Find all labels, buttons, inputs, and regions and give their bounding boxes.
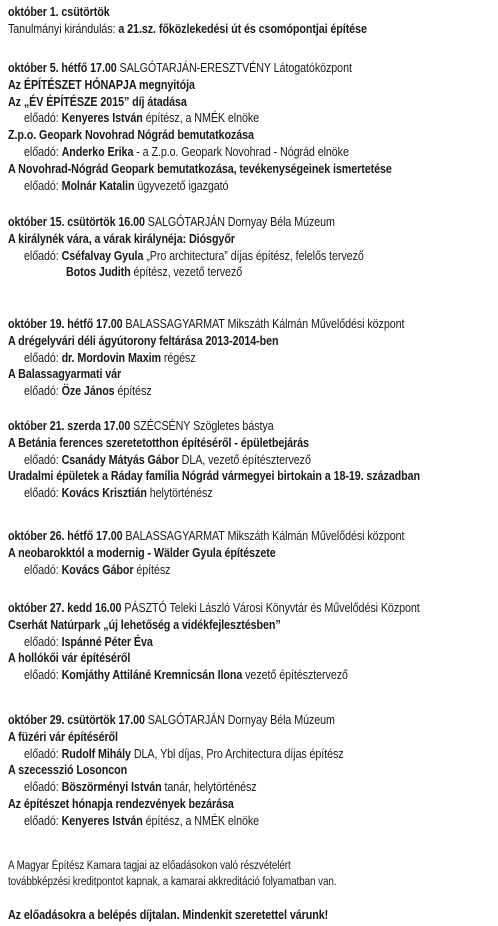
bold-text: október 21. szerda 17.00 [8, 419, 131, 433]
plain-text: SALGÓTARJÁN-ERESZTVÉNY Látogatóközpont [116, 61, 352, 75]
plain-text: SALGÓTARJÁN Dornyay Béla Múzeum [144, 713, 335, 727]
bold-text: október 29. csütörtök 17.00 [8, 713, 145, 727]
plain-text: előadó: [24, 452, 62, 467]
event-detail-line [8, 161, 392, 177]
bold-text: A drégelyvári déli ágyútorony feltárása 2013-2014-ben [8, 333, 279, 348]
bold-text: Molnár Katalin [61, 178, 135, 193]
bold-text: a 21.sz. főközlekedési út és csomópontjai építése [118, 21, 367, 36]
bold-text: Z.p.o. Geopark Novohrad Nógrád bemutatkozása [8, 128, 254, 143]
plain-text: BALASSAGYARMAT Mikszáth Kálmán Művelődési központ [122, 529, 405, 543]
event-detail-line [8, 617, 281, 633]
plain-text: régész [160, 350, 196, 365]
plain-text: építész, vezető tervező [130, 265, 243, 280]
event-detail-line [24, 746, 344, 762]
bold-text: A Balassagyarmati vár [8, 367, 122, 382]
event-detail-line [24, 485, 213, 501]
event-date-line [8, 214, 335, 230]
event-detail-line [8, 127, 254, 143]
event-detail-line [24, 350, 196, 366]
event-detail-line [24, 634, 153, 650]
event-detail-line [24, 248, 364, 264]
bold-text: Kovács Gábor [61, 562, 134, 577]
bold-text: Cséfalvay Gyula [61, 248, 144, 263]
plain-text: DLA, Ybl díjas, Pro Architectura díjas építész [130, 746, 344, 761]
event-detail-line [8, 77, 195, 93]
event-detail-line [8, 94, 187, 110]
event-date-line [8, 4, 110, 20]
event-detail-line [8, 435, 309, 451]
plain-text: - a Z.p.o. Geopark Novohrad - Nógrád elnöke [133, 145, 349, 159]
event-detail-line [8, 333, 278, 349]
plain-text: PÁSZTÓ Teleki László Városi Könyvtár és Művelődési Központ [121, 601, 420, 615]
event-detail-line [24, 562, 170, 578]
plain-text: vezető építésztervező [242, 668, 348, 683]
plain-text: előadó: [24, 668, 62, 683]
event-detail-line [24, 144, 349, 160]
event-date-line [8, 60, 352, 76]
bold-text: A hollókői vár építéséről [8, 651, 131, 666]
plain-text: előadó: [24, 634, 62, 649]
bold-text: Csanády Mátyás Gábor [61, 452, 179, 467]
bold-text: A királynék vára, a várak királynéja: Diósgyőr [8, 231, 235, 246]
plain-text: előadó: [24, 562, 62, 577]
event-detail-line [8, 468, 420, 484]
plain-text: építész, a NMÉK elnöke [142, 111, 260, 126]
plain-text: építész [114, 384, 152, 399]
event-detail-line [8, 231, 235, 247]
plain-text: tanár, helytörténész [161, 780, 257, 795]
bold-text: október 1. csütörtök [8, 5, 110, 19]
plain-text: Tanulmányi kirándulás: [8, 21, 119, 36]
event-date-line [8, 528, 404, 544]
bold-text: Kenyeres István [61, 813, 143, 828]
bold-text: Uradalmi épületek a Ráday família Nógrád vármegyei birtokain a 18-19. században [8, 469, 421, 484]
bold-text: október 5. hétfő 17.00 [8, 61, 117, 75]
bold-text: Anderko Erika [61, 145, 134, 159]
plain-text: előadó: [24, 248, 62, 263]
plain-text: előadó: [24, 384, 62, 399]
bold-text: Az ÉPÍTÉSZET HÓNAPJA megnyitója [8, 77, 195, 92]
plain-text: előadó: [24, 145, 62, 159]
plain-text: előadó: [24, 813, 62, 828]
event-date-line [8, 418, 274, 434]
plain-text: előadó: [24, 486, 62, 501]
event-detail-line [24, 813, 259, 829]
plain-text: előadó: [24, 746, 62, 761]
event-date-line [8, 712, 335, 728]
footer-note-line-2: továbbképzési kreditpontot kapnak, a kamarai akkreditáció folyamatban van. [8, 876, 337, 888]
plain-text: SZÉCSÉNY Szögletes bástya [130, 419, 274, 433]
bold-text: Böszörményi István [61, 780, 162, 795]
bold-text: Az „ÉV ÉPÍTÉSZE 2015” díj átadása [8, 94, 187, 109]
plain-text: előadó: [24, 178, 62, 193]
plain-text: helytörténész [146, 486, 213, 501]
bold-text: Botos Judith [66, 265, 131, 280]
bold-text: Cserhát Natúrpark „új lehetőség a vidékfejlesztésben” [8, 617, 281, 632]
plain-text: DLA, vezető építésztervező [178, 452, 311, 467]
plain-text: előadó: [24, 350, 62, 365]
bold-text: dr. Mordovin Maxim [61, 350, 161, 365]
event-detail-line [8, 796, 234, 812]
footer-closing: Az előadásokra a belépés díjtalan. Mindenkit szeretettel várunk! [8, 908, 329, 922]
bold-text: A szecesszió Losoncon [8, 763, 128, 778]
event-detail-line [8, 650, 130, 666]
bold-text: A Betánia ferences szeretetotthon építéséről - épületbejárás [8, 435, 309, 450]
event-detail-line [24, 110, 259, 126]
plain-text: SALGÓTARJÁN Dornyay Béla Múzeum [144, 215, 335, 229]
bold-text: Kovács Krisztián [61, 486, 147, 501]
footer-note-line-1: A Magyar Építész Kamara tagjai az előadásokon való részvételért [8, 860, 291, 872]
bold-text: október 19. hétfő 17.00 [8, 317, 123, 331]
bold-text: A füzéri vár építéséről [8, 729, 118, 744]
bold-text: Komjáthy Attiláné Kremnicsán Ilona [61, 668, 243, 683]
event-detail-line [8, 762, 127, 778]
event-detail-line [8, 21, 367, 37]
plain-text: előadó: [24, 780, 62, 795]
event-detail-line [66, 264, 242, 280]
plain-text: ügyvezető igazgató [134, 178, 229, 193]
event-detail-line [24, 667, 348, 683]
event-date-line [8, 600, 420, 616]
plain-text: építész, a NMÉK elnöke [142, 813, 260, 828]
event-detail-line [24, 383, 152, 399]
plain-text: BALASSAGYARMAT Mikszáth Kálmán Művelődési központ [122, 317, 405, 331]
plain-text: előadó: [24, 111, 62, 126]
bold-text: A neobarokktól a modernig - Wälder Gyula építészete [8, 545, 276, 560]
event-date-line [8, 316, 404, 332]
bold-text: október 15. csütörtök 16.00 [8, 215, 145, 229]
bold-text: Az építészet hónapja rendezvények bezárása [8, 797, 234, 811]
bold-text: Rudolf Mihály [61, 746, 131, 761]
event-detail-line [24, 779, 257, 795]
plain-text: építész [133, 562, 171, 577]
event-detail-line [8, 366, 121, 382]
bold-text: Kenyeres István [61, 111, 143, 126]
bold-text: október 26. hétfő 17.00 [8, 529, 123, 543]
event-detail-line [8, 545, 276, 561]
event-detail-line [24, 178, 228, 194]
bold-text: Öze János [61, 384, 115, 399]
event-detail-line [24, 452, 311, 468]
event-detail-line [8, 729, 118, 745]
bold-text: Ispánné Péter Éva [61, 634, 153, 649]
bold-text: október 27. kedd 16.00 [8, 601, 122, 615]
bold-text: A Novohrad-Nógrád Geopark bemutatkozása, tevékenységeinek ismertetése [8, 161, 392, 176]
plain-text: „Pro architectura” díjas építész, felelős tervező [143, 248, 364, 263]
